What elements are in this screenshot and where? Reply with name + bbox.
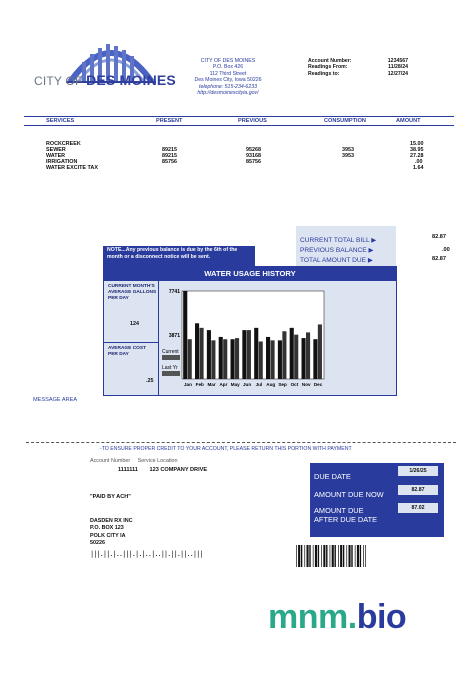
water-usage-panel — [103, 266, 397, 396]
x-tick-label: Sep — [278, 382, 287, 387]
bar-current — [254, 328, 258, 379]
barcode-bar — [363, 545, 364, 567]
account-number-label: Account Number: — [308, 58, 352, 64]
barcode-bar — [349, 545, 351, 567]
brand-part-1: mnm. — [268, 598, 357, 636]
bar-current — [302, 338, 306, 379]
y-tick-label: 3871 — [168, 332, 180, 339]
service-name: ROCKCREEK — [46, 141, 81, 147]
issuer-address — [176, 58, 280, 96]
service-previous: 85756 — [246, 159, 261, 165]
readings-to-label: Readings to: — [308, 70, 340, 77]
logo-text-small: CITY OF — [34, 74, 83, 88]
service-amount: 15.00 — [410, 141, 424, 147]
bar-last-year — [282, 331, 286, 379]
barcode-bar — [338, 545, 339, 567]
service-present: 85756 — [162, 159, 177, 165]
barcode-bar — [360, 545, 361, 567]
bar-current — [219, 337, 223, 379]
barcode-bar — [298, 545, 300, 567]
service-location-caption: Service Location — [137, 458, 178, 464]
x-tick-label: Nov — [301, 382, 311, 387]
service-name: WATER EXCITE TAX — [46, 165, 98, 171]
bar-current — [290, 328, 294, 379]
avg-gallons-value: 124 — [130, 321, 139, 327]
remit-service-location: 123 COMPANY DRIVE — [149, 467, 208, 473]
service-previous: 95268 — [246, 147, 261, 153]
service-amount: 1.64 — [413, 165, 424, 171]
barcode-bar — [296, 545, 297, 567]
previous-balance-label: PREVIOUS BALANCE ▶ — [300, 247, 374, 254]
service-amount: 38.95 — [410, 147, 424, 153]
barcode-bar — [355, 545, 356, 567]
avg-cost-value: .25 — [146, 378, 154, 384]
bar-last-year — [306, 332, 310, 379]
usage-chart — [160, 281, 394, 395]
present-col: PRESENT — [156, 118, 183, 124]
bar-last-year — [318, 324, 322, 379]
bar-last-year — [235, 338, 239, 379]
previous-balance-value: .00 — [442, 247, 450, 253]
x-tick-label: Oct — [290, 382, 299, 387]
current-total-value: 82.87 — [432, 234, 446, 240]
mail-line: 50226 — [90, 540, 105, 547]
current-total-label: CURRENT TOTAL BILL ▶ — [300, 237, 377, 244]
amount-due-now-value: 82.87 — [398, 485, 438, 495]
remit-account-number: 1111111 — [118, 467, 138, 473]
barcode-bar — [335, 545, 336, 567]
x-tick-label: Feb — [195, 382, 204, 387]
barcode-bar — [301, 545, 302, 567]
barcode-bar — [315, 545, 317, 567]
barcode-bar — [332, 545, 334, 567]
account-number-caption: Account Number — [90, 458, 131, 464]
readings-from-value: 11/28/24 — [388, 64, 408, 71]
city-logo-text — [34, 72, 176, 88]
barcode-bar — [340, 545, 342, 567]
totals-box — [296, 226, 396, 266]
amount-due-after-label: AMOUNT DUE AFTER DUE DATE — [314, 506, 378, 524]
bar-current — [207, 330, 211, 379]
service-present: 89215 — [162, 147, 177, 153]
barcode-bar — [343, 545, 344, 567]
x-tick-label: Mar — [207, 382, 216, 387]
barcode-bar — [323, 545, 325, 567]
message-area: MESSAGE AREA — [33, 397, 78, 403]
bar-current — [242, 330, 246, 379]
issuer-name: CITY OF DES MOINES — [200, 58, 256, 64]
barcode-bar — [351, 545, 352, 567]
barcode-bar — [326, 545, 327, 567]
bar-current — [183, 291, 187, 379]
barcode-bar — [318, 545, 319, 567]
x-tick-label: Jul — [255, 382, 263, 387]
account-info — [308, 58, 408, 77]
due-date-value: 1/26/25 — [398, 466, 438, 476]
balance-note: NOTE...Any previous balance is due by the 6th of the month or a disconnect notice will be sent. — [103, 246, 255, 266]
amount-due-now-label: AMOUNT DUE NOW — [314, 490, 384, 499]
due-box — [310, 463, 444, 537]
bar-current — [313, 339, 317, 379]
remit-labels — [90, 458, 178, 464]
service-name: IRRIGATION — [46, 159, 78, 165]
remit-instruction: -TO ENSURE PROPER CREDIT TO YOUR ACCOUNT, PLEASE RETURN THIS PORTION WITH PAYMENT — [100, 446, 352, 452]
logo-text-big: DES MOINES — [86, 72, 176, 88]
bar-current — [231, 339, 235, 379]
paid-by-ach: "PAID BY ACH" — [90, 494, 131, 500]
barcode-bar — [357, 545, 359, 567]
x-tick-label: Jun — [242, 382, 252, 387]
barcode-bar — [309, 545, 310, 567]
mail-line: DASDEN RX INC — [90, 518, 133, 524]
legend-label-current: Current — [162, 349, 179, 355]
legend-swatch-current — [162, 355, 180, 360]
bar-current — [195, 323, 199, 379]
services-col: SERVICES — [46, 118, 75, 124]
barcode-bar — [321, 545, 322, 567]
barcode-bar — [330, 545, 331, 567]
mail-line: POLK CITY IA — [90, 532, 126, 539]
brand-part-2: bio — [356, 598, 407, 636]
bar-last-year — [188, 339, 192, 379]
bar-last-year — [259, 341, 263, 379]
bar-current — [266, 337, 270, 379]
services-header — [24, 116, 454, 126]
x-tick-label: Jan — [183, 382, 192, 387]
amount-col: AMOUNT — [396, 118, 421, 124]
service-consumption: 3953 — [342, 147, 354, 153]
bar-last-year — [294, 335, 298, 379]
barcode-bar — [365, 545, 366, 567]
service-name: WATER — [46, 153, 66, 159]
barcode-bar — [304, 545, 305, 567]
water-usage-title: WATER USAGE HISTORY — [104, 267, 396, 281]
total-due-label: TOTAL AMOUNT DUE ▶ — [300, 257, 373, 264]
consumption-col: CONSUMPTION — [324, 118, 366, 124]
avg-cost-label: AVERAGE COST PER DAY — [108, 346, 147, 357]
previous-col: PREVIOUS — [238, 118, 267, 124]
avg-gallons-label: CURRENT MONTH'S AVERAGE GALLONS PER DAY — [108, 284, 157, 301]
service-consumption: 3953 — [342, 153, 354, 159]
service-row — [0, 165, 470, 172]
legend-label-last-year: Last Yr — [162, 365, 178, 371]
issuer-phone: telephone: 515-234-6233 — [199, 83, 257, 90]
bar-last-year — [271, 340, 275, 379]
barcode-bar — [346, 545, 347, 567]
legend-swatch-last-year — [162, 371, 180, 376]
due-date-label: DUE DATE — [314, 472, 351, 481]
mailing-address — [90, 518, 133, 548]
service-amount: .00 — [415, 159, 423, 165]
total-due-value: 82.87 — [432, 256, 446, 262]
bar-last-year — [211, 340, 215, 379]
x-tick-label: Dec — [313, 382, 323, 387]
service-present: 89215 — [162, 153, 177, 159]
issuer-url[interactable]: http://desmoinescityia.gov/ — [197, 90, 259, 97]
issuer-city: Des Moines City, Iowa 50226 — [194, 77, 262, 84]
bar-last-year — [223, 339, 227, 379]
account-number-value: 1234567 — [387, 58, 408, 64]
service-name: SEWER — [46, 147, 66, 153]
mail-line: P.O. BOX 123 — [90, 525, 124, 532]
y-tick-label: 7741 — [168, 289, 180, 295]
cut-line — [26, 442, 456, 443]
postal-barcode: |||.||.|..|||.|.|..|..||.||.||..||| — [90, 550, 203, 558]
amount-due-after-value: 87.02 — [398, 503, 438, 513]
stats-divider — [104, 342, 158, 343]
water-usage-stats — [104, 281, 159, 395]
issuer-po: P.O. Box 426 — [212, 64, 244, 71]
readings-to-value: 12/27/24 — [387, 70, 408, 77]
issuer-street: 112 Third Street — [209, 70, 247, 77]
remit-values — [118, 467, 207, 473]
payment-barcode — [296, 545, 366, 567]
readings-from-label: Readings From: — [308, 64, 348, 71]
service-previous: 93168 — [246, 153, 261, 159]
readings-to-row — [308, 71, 408, 77]
barcode-bar — [313, 545, 314, 567]
service-amount: 27.28 — [410, 153, 424, 159]
x-tick-label: Aug — [266, 382, 276, 387]
barcode-bar — [307, 545, 309, 567]
x-tick-label: Apr — [219, 382, 228, 387]
bar-current — [278, 340, 282, 379]
brand-watermark — [268, 598, 406, 637]
bar-last-year — [200, 328, 204, 379]
x-tick-label: May — [230, 382, 240, 387]
bar-last-year — [247, 330, 251, 379]
